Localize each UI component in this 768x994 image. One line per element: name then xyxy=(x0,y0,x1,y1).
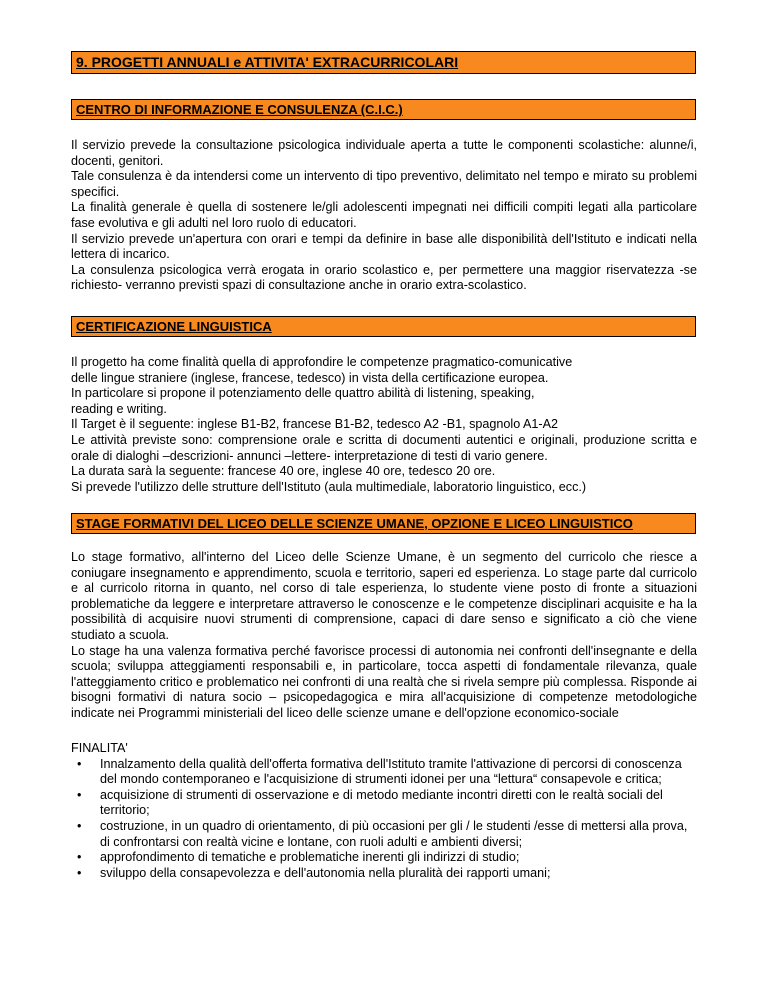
paragraph: La durata sarà la seguente: francese 40 ore, inglese 40 ore, tedesco 20 ore. xyxy=(71,464,496,479)
paragraph: Lo stage formativo, all'interno del Liceo delle Scienze Umane, è un segmento del curricolo che riesce a coniugare insegnamento e apprendimento, scuola e territorio, saperi ed esperienza. Lo stage parte dal curricolo e al curricolo ritorna in quanto, nel corso di tale esperienza, lo studente viene posto di fronte a situazioni problematiche da leggere e interpretare attraverso le conoscenze e le competenze disciplinari acquisite e ha la possibilità di acquisire nuovi strumenti di comprensione, capaci di dare senso e significato a ciò che viene studiato a scuola. xyxy=(71,550,697,642)
list-item: • costruzione, in un quadro di orientamento, di più occasioni per gli / le studenti /esse di mettersi alla prova, di confrontarsi con realtà vicine e lontane, con ruoli adulti e ambienti diversi; xyxy=(71,819,697,850)
paragraph: Si prevede l'utilizzo delle strutture dell'Istituto (aula multimediale, laboratorio linguistico, ecc.) xyxy=(71,479,587,494)
paragraph: La consulenza psicologica verrà erogata in orario scolastico e, per permettere una maggior riservatezza -se richiesto- verranno previsti spazi di consultazione anche in orario extra-scolastico. xyxy=(71,262,697,293)
list-item: • Innalzamento della qualità dell'offerta formativa dell'Istituto tramite l'attivazione di percorsi di conoscenza del mondo contemporaneo e l'acquisizione di strumenti idonei per una “lettura“ consapevole e critica; xyxy=(71,757,697,788)
section-heading-cic xyxy=(71,99,696,120)
page-title xyxy=(71,51,696,74)
list-item: • sviluppo della consapevolezza e dell'autonomia nella pluralità dei rapporti umani; xyxy=(71,866,697,882)
section-heading-certificazione xyxy=(71,316,696,337)
page-title-text: 9. PROGETTI ANNUALI e ATTIVITA' EXTRACURRICOLARI xyxy=(76,54,459,70)
section-body-stage xyxy=(71,550,697,722)
section-heading-stage xyxy=(71,513,696,534)
paragraph: Il servizio prevede un'apertura con orari e tempi da definire in base alle disponibilità dell'Istituto e indicati nella lettera di incarico. xyxy=(71,231,697,262)
paragraph: delle lingue straniere (inglese, francese, tedesco) in vista della certificazione europea. xyxy=(71,370,549,385)
paragraph: Il Target è il seguente: inglese B1-B2, francese B1-B2, tedesco A2 -B1, spagnolo A1-A2 xyxy=(71,417,559,432)
section-heading-text: CENTRO DI INFORMAZIONE E CONSULENZA (C.I.C.) xyxy=(76,102,403,117)
paragraph: Il servizio prevede la consultazione psicologica individuale aperta a tutte le componenti scolastiche: alunne/i, docenti, genitori. xyxy=(71,138,697,168)
paragraph: Tale consulenza è da intendersi come un intervento di tipo preventivo, delimitato nel tempo e mirato su problemi specifici. xyxy=(71,169,697,199)
section-heading-text: STAGE FORMATIVI DEL LICEO DELLE SCIENZE UMANE, OPZIONE E LICEO LINGUISTICO xyxy=(76,516,633,531)
paragraph: reading e writing. xyxy=(71,401,167,416)
list-item: • acquisizione di strumenti di osservazione e di metodo mediante incontri diretti con le realtà sociali del territorio; xyxy=(71,788,697,819)
section-heading-text: CERTIFICAZIONE LINGUISTICA xyxy=(76,319,272,334)
finalita-block xyxy=(71,741,697,881)
paragraph: In particolare si propone il potenziamento delle quattro abilità di listening, speaking, xyxy=(71,386,535,401)
paragraph: La finalità generale è quella di sostenere le/gli adolescenti impegnati nei difficili compiti legati alla particolare fase evolutiva e gli adulti nel loro ruolo di educatori. xyxy=(71,200,697,230)
finalita-label: FINALITA' xyxy=(71,741,128,755)
section-body-cic xyxy=(71,138,697,294)
paragraph: Lo stage ha una valenza formativa perché favorisce processi di autonomia nei confronti dell'insegnante e della scuola; sviluppa atteggiamenti responsabili e, in particolare, tocca aspetti di fondamentale rilevanza, quale l'atteggiamento critico e problematico nei confronti di una realtà che si rivela sempre più complessa. Risponde ai bisogni formativi di natura socio – psicopedagogica e mira all'acquisizione di competenze metodologiche indicate nei Programmi ministeriali del liceo delle scienze umane e dell'opzione economico-sociale xyxy=(71,643,697,720)
section-body-certificazione xyxy=(71,355,697,495)
paragraph: Il progetto ha come finalità quella di approfondire le competenze pragmatico-comunicative xyxy=(71,355,573,369)
finalita-list xyxy=(71,757,697,882)
list-item: • approfondimento di tematiche e problematiche inerenti gli indirizzi di studio; xyxy=(71,850,697,866)
paragraph: Le attività previste sono: comprensione orale e scritta di documenti autentici e originali, produzione scritta e orale di dialoghi –descrizioni- annunci –lettere- interpretazione di testi di vario genere. xyxy=(71,432,697,463)
